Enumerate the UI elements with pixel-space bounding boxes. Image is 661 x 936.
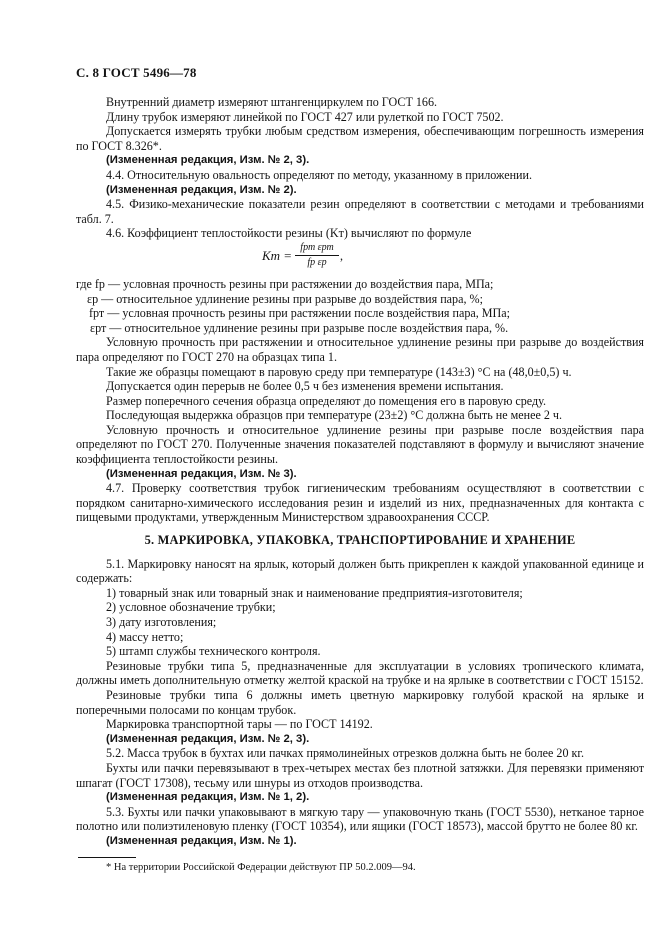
list-item: 1) товарный знак или товарный знак и наименование предприятия-изготовителя; — [106, 585, 523, 600]
paragraph: 4.7. Проверку соответствия трубок гигиеническим требованиям осуществляют в соответствии с порядком санитарно-химического исследования резин и изделий из них, предназначенных для контакта с пищевыми продуктами, утвержденным Министерством здравоохранения СССР. — [76, 481, 644, 525]
amendment-note: (Измененная редакция, Изм. № 3). — [106, 467, 297, 480]
page-header: С. 8 ГОСТ 5496—78 — [76, 65, 197, 80]
definitions — [76, 277, 644, 335]
paragraph: Резиновые трубки типа 6 должны иметь цветную маркировку голубой краской на ярлыке и поперечными полосами по концам трубок. — [76, 687, 644, 717]
formula — [76, 241, 644, 277]
paragraph: Бухты или пачки перевязывают в трех-четырех местах без плотной затяжки. Для перевязки применяют шпагат (ГОСТ 17308), тесьму или шнуры из отходов производства. — [76, 760, 644, 790]
page-body — [76, 95, 644, 875]
formula-tail: , — [340, 248, 344, 263]
list-item: 3) дату изготовления; — [106, 615, 217, 629]
paragraph: Длину трубок измеряют линейкой по ГОСТ 427 или рулеткой по ГОСТ 7502. — [106, 109, 504, 124]
paragraph: 4.5. Физико-механические показатели резин определяют в соответствии с методами и требованиями табл. 7. — [76, 197, 644, 226]
definition: fрт — условная прочность резины при растяжении после воздействия пара, МПа; — [89, 306, 511, 321]
paragraph: Условную прочность и относительное удлинение резины при разрыве после воздействия пара определяют по ГОСТ 270. Полученные значения показателей подставляют в формулу и вычисляют значение коэффициента теплостойкости резины. — [76, 422, 644, 467]
paragraph: 5.1. Маркировку наносят на ярлык, который должен быть прикреплен к каждой упакованной единице и содержать: — [76, 556, 644, 586]
formula-numerator: fрт εрт — [295, 241, 339, 256]
definition: εрт — относительное удлинение резины при разрыве после воздействия пара, %. — [90, 320, 509, 335]
amendment-note: (Измененная редакция, Изм. № 2, 3). — [106, 732, 310, 745]
paragraph: Допускается измерять трубки любым средством измерения, обеспечивающим погрешность измерения по ГОСТ 8.326*. — [76, 124, 644, 153]
paragraph: Последующая выдержка образцов при температуре (23±2) °С должна быть не менее 2 ч. — [106, 408, 563, 423]
amendment-note: (Измененная редакция, Изм. № 1, 2). — [106, 791, 310, 804]
formula-fraction — [295, 241, 339, 269]
amendment-note: (Измененная редакция, Изм. № 1). — [106, 834, 297, 847]
paragraph: Допускается один перерыв не более 0,5 ч без изменения времени испытания. — [106, 379, 504, 394]
paragraph: Условную прочность при растяжении и относительное удлинение резины при разрыве до воздействия пара определяют по ГОСТ 270 на образцах типа 1. — [76, 335, 644, 364]
list-item: 4) массу нетто; — [106, 629, 184, 644]
paragraph: 4.4. Относительную овальность определяют по методу, указанному в приложении. — [106, 167, 533, 182]
paragraph: 5.3. Бухты или пачки упаковывают в мягкую тару — упаковочную ткань (ГОСТ 5530), нетканое тарное полотно или полиэтиленовую пленку (ГОСТ 10354), или ящики (ГОСТ 18573), массой брутто не более 80 кг. — [76, 804, 644, 834]
formula-lhs: Kт = — [262, 247, 293, 263]
footnote-divider — [78, 857, 136, 858]
paragraph: Такие же образцы помещают в паровую среду при температуре (143±3) °С на (48,0±0,5) ч. — [106, 364, 572, 379]
paragraph: 4.6. Коэффициент теплостойкости резины (Kт) вычисляют по формуле — [106, 226, 472, 241]
paragraph: 5.2. Масса трубок в бухтах или пачках прямолинейных отрезков должна быть не более 20 кг. — [106, 746, 585, 761]
definition: где fр — условная прочность резины при растяжении до воздействия пара, МПа; — [76, 276, 494, 291]
paragraph: Резиновые трубки типа 5, предназначенные для эксплуатации в условиях тропического климата, должны иметь дополнительную отметку желтой краской на трубке и на ярлыке в соответствии с ГОСТ 15152. — [76, 658, 644, 688]
footnote: * На территории Российской Федерации действуют ПР 50.2.009—94. — [106, 861, 416, 873]
amendment-note: (Измененная редакция, Изм. № 2, 3). — [106, 154, 310, 167]
section-title: 5. МАРКИРОВКА, УПАКОВКА, ТРАНСПОРТИРОВАНИЕ И ХРАНЕНИЕ — [144, 533, 576, 548]
list-item: 2) условное обозначение трубки; — [106, 600, 276, 615]
paragraph: Размер поперечного сечения образца определяют до помещения его в паровую среду. — [106, 393, 547, 408]
paragraph: Маркировка транспортной тары — по ГОСТ 14192. — [106, 717, 373, 732]
formula-denominator: fр εр — [307, 256, 327, 268]
amendment-note: (Измененная редакция, Изм. № 2). — [106, 183, 297, 196]
definition: εр — относительное удлинение резины при разрыве до воздействия пара, %; — [87, 291, 483, 306]
list-item: 5) штамп службы технического контроля. — [106, 644, 321, 659]
paragraph: Внутренний диаметр измеряют штангенциркулем по ГОСТ 166. — [106, 95, 438, 109]
section-5-body — [76, 557, 644, 849]
